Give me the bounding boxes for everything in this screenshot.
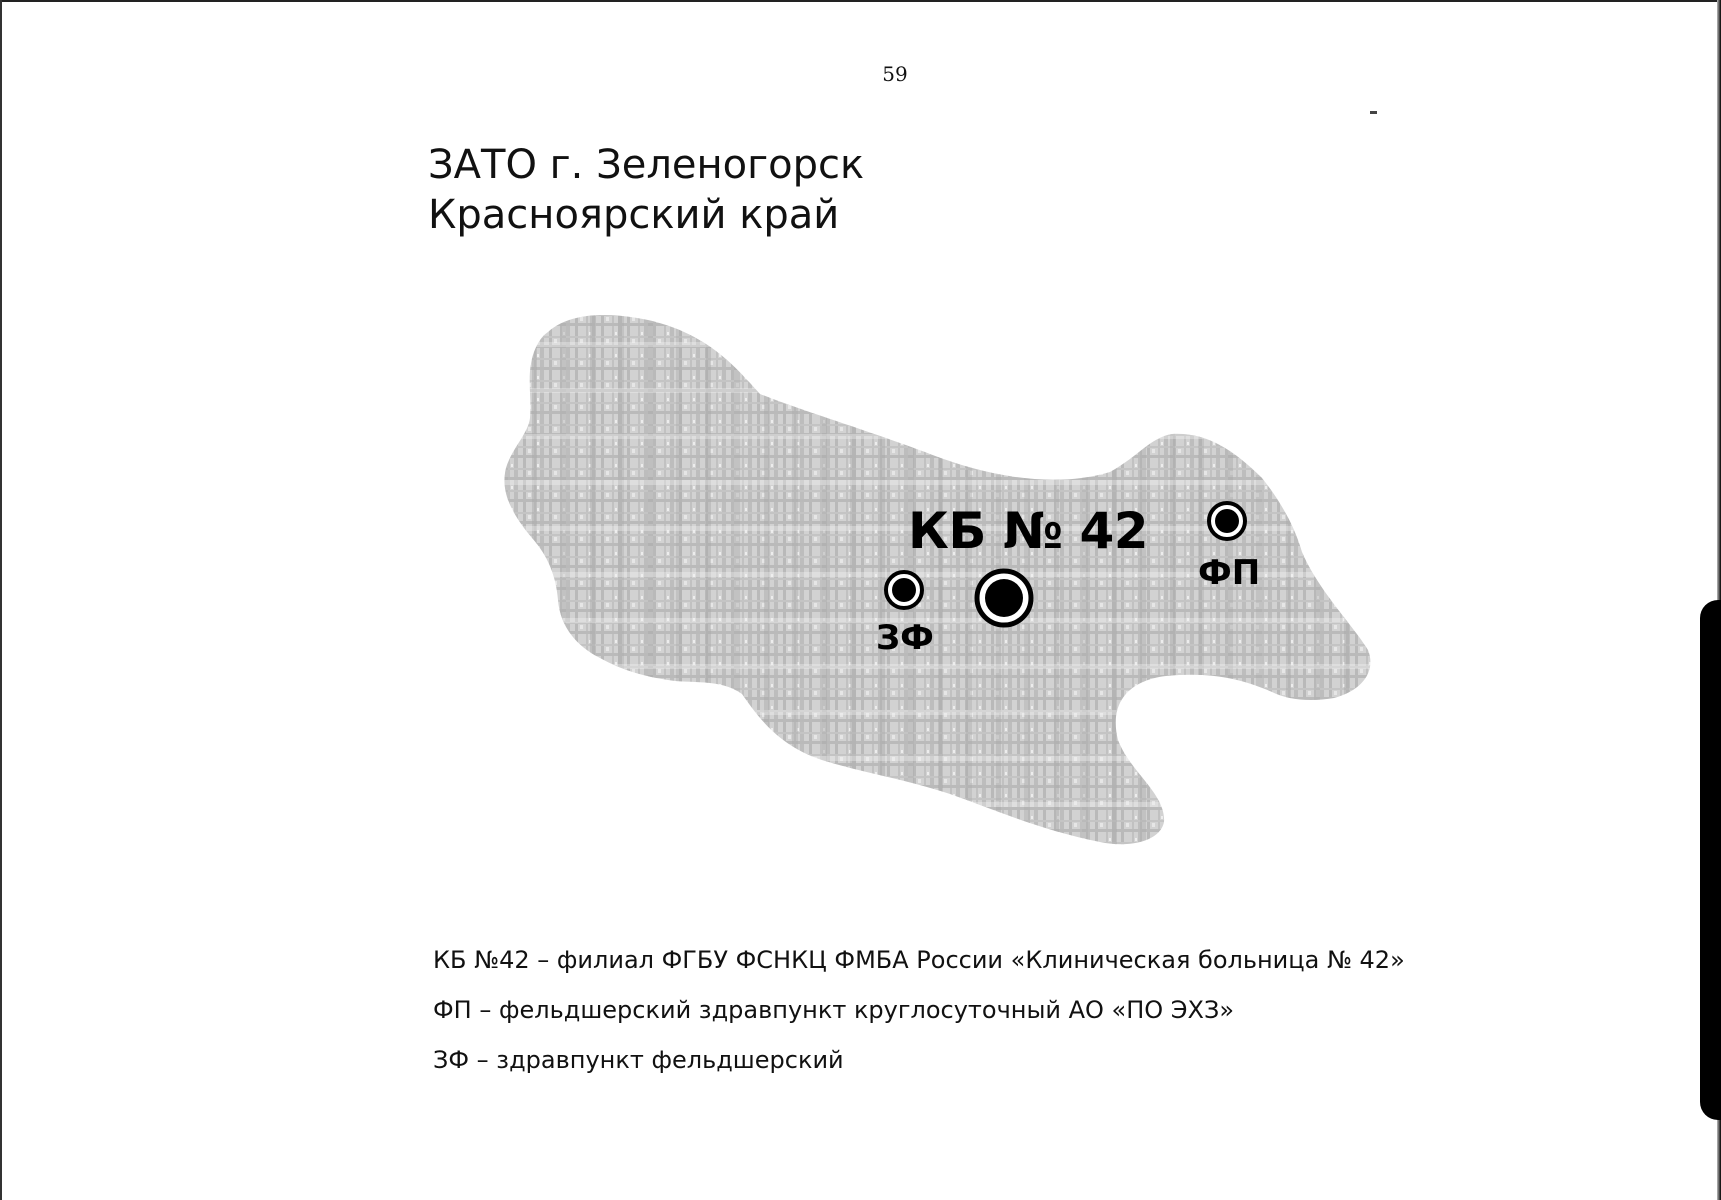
fp-map-label: ФП	[1198, 553, 1261, 593]
zf-map-label: ЗФ	[876, 618, 934, 658]
legend-item-fp: ФП – фельдшерский здравпункт круглосуточный АО «ПО ЭХЗ»	[433, 996, 1235, 1024]
title-line-region: Красноярский край	[428, 192, 840, 238]
kb42-map-label: КБ № 42	[908, 502, 1149, 560]
page-number: 59	[882, 62, 908, 86]
legend-item-kb42: КБ №42 – филиал ФГБУ ФСНКЦ ФМБА России «Клиническая больница № 42»	[433, 946, 1405, 974]
legend-item-zf: ЗФ – здравпункт фельдшерский	[433, 1046, 844, 1074]
zf-marker-icon	[886, 572, 922, 608]
kb42-marker-icon	[977, 571, 1031, 625]
fp-marker-icon	[1209, 503, 1245, 539]
map-legend	[433, 935, 1405, 1085]
title-line-territory: ЗАТО г. Зеленогорск	[428, 142, 865, 188]
